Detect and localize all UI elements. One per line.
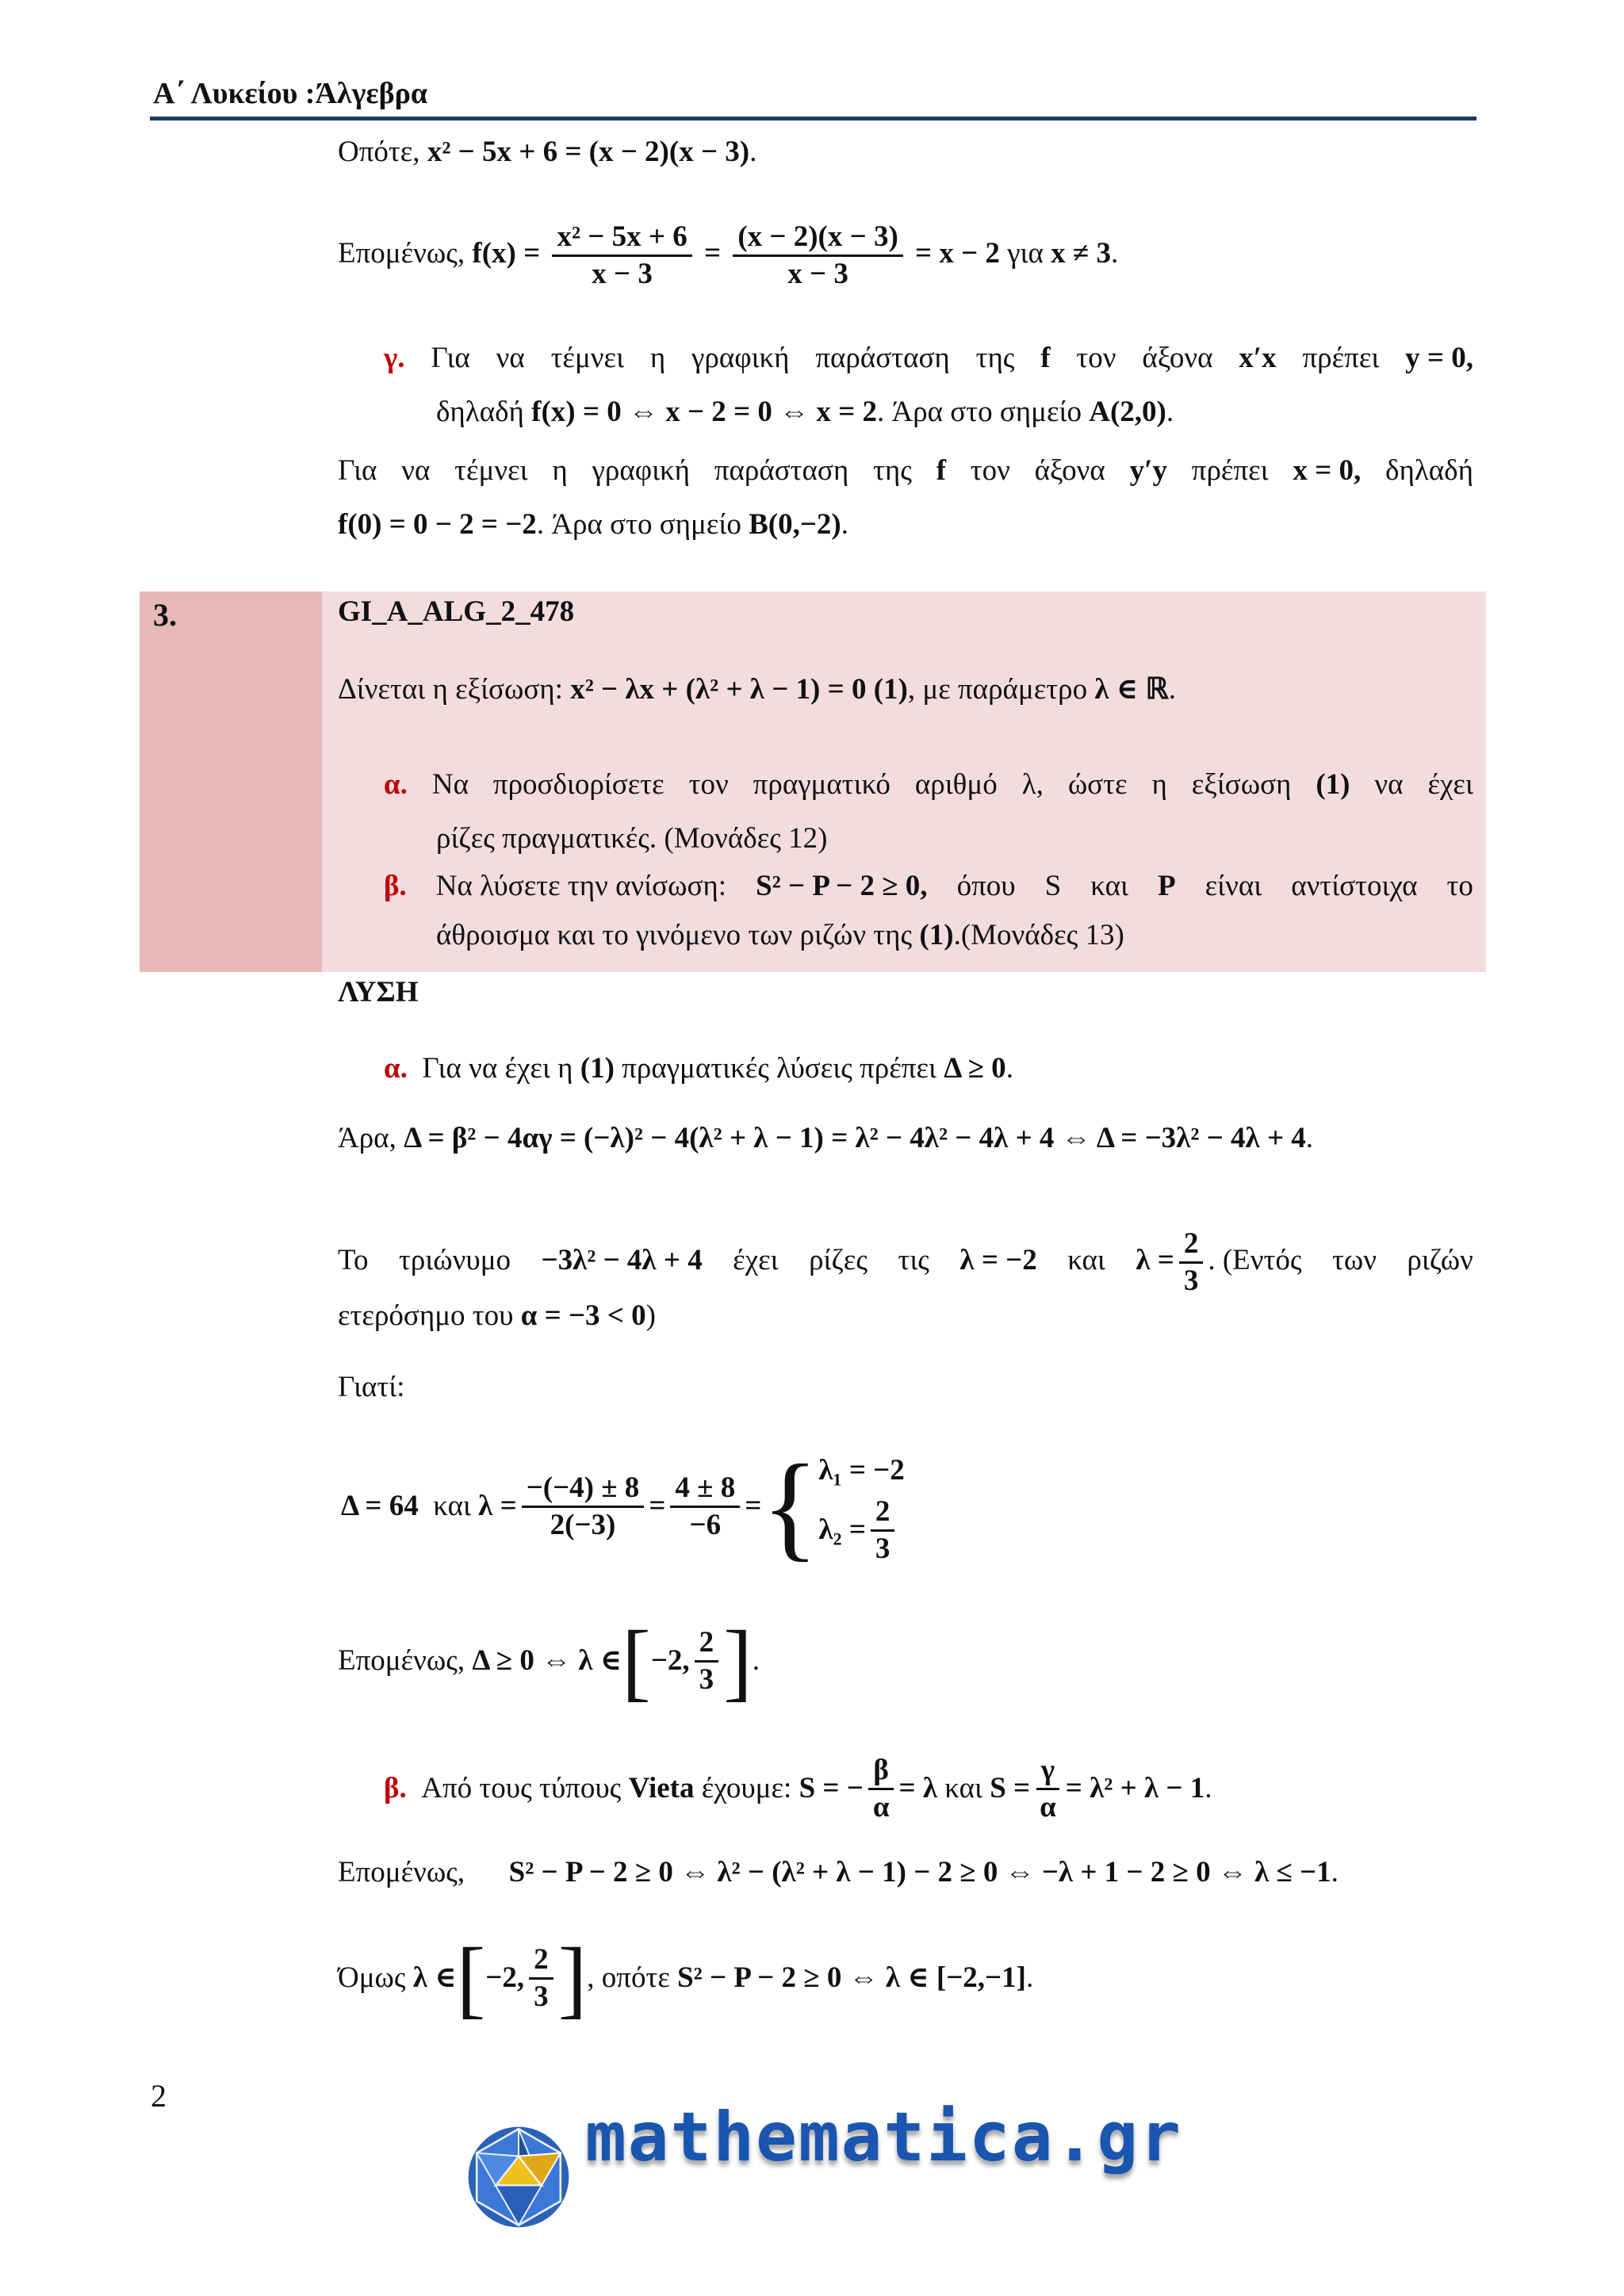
text: . (Εντός [1208,1244,1302,1276]
word: δηλαδή [1385,454,1473,487]
word: εξίσωση [1191,768,1292,801]
numerator: β [868,1753,894,1790]
fraction [522,1471,645,1543]
math: S² − P − 2 ≥ 0, [756,870,928,902]
part-label: γ. [384,342,405,374]
text: έχουμε: [701,1772,792,1804]
math: f(0) = 0 − 2 = −2 [338,508,537,541]
equation-ref: (1) [1316,768,1350,801]
fraction [733,220,902,292]
part-label: α. [384,768,408,801]
word: έχει [733,1244,779,1276]
word: τον [970,454,1010,487]
numerator: 2 [529,1942,553,1980]
numerator: 2 [1179,1226,1204,1264]
trinomial-line [338,1221,1473,1300]
word: Το [338,1244,369,1276]
right-bracket: ] [723,1613,753,1709]
math: P [1157,870,1176,902]
roots-list [818,1447,904,1567]
part-g-line-1 [384,339,1473,377]
word: το [1446,870,1473,902]
equation-ref: (1) [580,1052,615,1085]
word: παράσταση [714,454,849,487]
exercise-code: GI_A_ALG_2_478 [338,595,575,628]
root-2: λ₂ = [818,1513,866,1546]
part-label: β. [384,1772,407,1804]
text: άθροισμα και το γινόμενο των ριζών της [436,919,913,951]
numerator: −(−4) ± 8 [522,1471,645,1508]
word: άξονα [1142,342,1213,374]
equation-ref: (1) [873,673,908,706]
numerator: (x − 2)(x − 3) [733,220,902,257]
math: S = [990,1772,1031,1804]
solution-title: ΛΥΣΗ [338,976,419,1008]
part-label: β. [384,870,407,902]
math: x² − λx + (λ² + λ − 1) = 0 [570,673,867,706]
word: και [1090,870,1128,902]
denominator: x − 3 [787,258,848,291]
word: η [552,454,568,487]
math: x = 0, [1293,454,1362,487]
page-header-title: Α΄ Λυκείου :Άλγεβρα [153,77,428,110]
text: Επομένως, [338,237,465,270]
exercise-number-cell [140,591,322,972]
word: όπου [956,870,1016,902]
word: των [1331,1244,1377,1276]
word: Για [338,454,377,487]
denominator: α [872,1790,890,1823]
math: λ = −2 [959,1244,1037,1276]
word: τον [688,768,729,801]
numerator: 2 [871,1494,895,1532]
math: x′x [1239,342,1277,374]
word: τέμνει [550,342,625,374]
fraction [529,1942,553,2015]
denominator: α [1040,1790,1056,1823]
word: έχει [1427,768,1473,801]
vieta-line: β. Από τους τύπους Vieta έχουμε: S = − $\frac{\beta}{\alpha}$ = λ και S = $\frac{\gamma}{\alpha}$ = λ² + λ − 1 . [384,1749,1212,1828]
solution-a-line-1: α. Για να έχει η (1) πραγματικές λύσεις πρέπει Δ ≥ 0. [384,1052,1013,1085]
math: −2, [485,1961,525,1994]
word: η [1151,768,1167,801]
f-simplification-line: Επομένως, f(x) = $\frac{\text{x² − 5x + 6}}{x - 3}$ = $\frac{(x - 2)(x - 3)}{x - 3}$ = x − 2 για x ≠ 3. [338,220,1119,291]
math: B(0,−2) [749,508,841,541]
text: .(Μονάδες 13) [953,919,1124,951]
math: α = −3 < 0 [520,1299,646,1332]
word: πρέπει [1302,342,1380,374]
word: και [1067,1244,1105,1276]
exercise-part-b-line-2 [436,916,1124,955]
word: ρίζες [809,1244,868,1276]
text: , οπότε [587,1961,670,1994]
exercise-part-b-line-1 [384,867,1473,905]
exercise-part-a-line-1 [384,766,1473,804]
math: λ = [1136,1244,1174,1276]
math: Δ ≥ 0 ⇔ λ ∈ [472,1644,622,1677]
text: Επομένως, [338,1856,465,1888]
left-brace: { [761,1441,819,1572]
sign-note-line [338,1297,656,1335]
math: x² − 5x + 6 = (x − 2)(x − 3) [427,136,750,168]
word: αντίστοιχα [1291,870,1418,902]
word: γραφική [691,342,790,374]
fraction [695,1625,719,1697]
math: f [936,454,946,487]
math: y = 0, [1405,342,1473,374]
inequality-line: Επομένως, S² − P − 2 ≥ 0 ⇔ λ² − (λ² + λ − 1) − 2 ≥ 0 ⇔ −λ + 1 − 2 ≥ 0 ⇔ λ ≤ −1. [338,1856,1339,1888]
word: λ, [1021,768,1044,801]
fraction [1035,1753,1061,1825]
math: −3λ² − 4λ + 4 [541,1244,703,1276]
math: S = − [799,1772,864,1804]
left-bracket: [ [622,1613,651,1709]
text: Οπότε, [338,136,420,168]
text: Vieta [628,1772,695,1804]
math: A(2,0) [1089,396,1166,428]
math: λ ∈ [412,1961,457,1994]
word: πρέπει [1191,454,1269,487]
denominator: 3 [875,1532,891,1565]
numerator: 4 ± 8 [670,1471,740,1508]
final-answer-line: Όμως λ ∈ [ −2, $\frac{2}{3}$ ] , οπότε S² − P − 2 ≥ 0 ⇔ λ ∈ [−2,−1] . [338,1930,1034,2026]
exercise-number: 3. [153,597,177,633]
page-number: 2 [151,2078,167,2114]
denominator: −6 [689,1508,722,1541]
word: τις [898,1244,929,1276]
word: ριζών [1407,1244,1473,1276]
text: πραγματικές λύσεις πρέπει [622,1052,936,1085]
math: Δ = β² − 4αγ = (−λ)² − 4(λ² + λ − 1) = λ² − 4λ² − 4λ + 4 ⇔ Δ = −3λ² − 4λ + 4 [404,1122,1306,1154]
word: γραφική [592,454,691,487]
math: = λ [898,1772,938,1804]
fraction [1179,1226,1204,1299]
word: της [975,342,1015,374]
word: άξονα [1034,454,1105,487]
math: −2, [650,1644,690,1677]
word: προσδιορίσετε [492,768,665,801]
text: Να λύσετε την ανίσωση: [435,870,727,902]
math: = x − 2 [915,237,1000,270]
text: Όμως [338,1961,406,1994]
text: Από τους τύπους [421,1772,622,1804]
text: ετερόσημο του [338,1299,514,1332]
word: να [1374,768,1404,801]
y-axis-line-1 [338,452,1473,490]
text: και [944,1772,982,1804]
interval-line: Επομένως, Δ ≥ 0 ⇔ λ ∈ [ −2, $\frac{2}{3}$ ] . [338,1613,760,1709]
text: . Άρα στο σημείο [876,396,1082,428]
word: S [1044,870,1062,902]
roots-computation: Δ = 64 και λ = $\frac{-(-4) \pm 8}{2(-3)}$ = $\frac{4 \pm 8}{-6}$ = { λ₁ = −2 λ₂ = $\frac{2}{3}$ [341,1435,905,1578]
word: αριθμό [914,768,998,801]
word: πραγματικό [753,768,891,801]
text: Επομένως, [338,1644,465,1677]
word: της [873,454,912,487]
text: για [1007,237,1044,270]
root-1: λ₁ = −2 [818,1453,905,1487]
factorization-line: Οπότε, x² − 5x + 6 = (x − 2)(x − 3). [338,136,757,168]
numerator: x² − 5x + 6 [552,220,691,257]
denominator: x − 3 [592,258,653,291]
given-equation-line: Δίνεται η εξίσωση: x² − λx + (λ² + λ − 1) = 0 (1), με παράμετρο λ ∈ ℝ. [338,673,1176,706]
math: S² − P − 2 ≥ 0 ⇔ λ² − (λ² + λ − 1) − 2 ≥ 0 ⇔ −λ + 1 − 2 ≥ 0 ⇔ λ ≤ −1 [508,1856,1331,1888]
math: f [1040,342,1051,374]
fraction [552,220,691,292]
denominator: 2(−3) [550,1508,616,1541]
right-bracket: ] [557,1930,588,2026]
word: τον [1076,342,1116,374]
word: να [401,454,431,487]
denominator: 3 [534,1980,549,2013]
denominator: 3 [1183,1265,1199,1298]
math: y′y [1129,454,1167,487]
left-bracket: [ [456,1930,486,2026]
text: , με παράμετρο [907,673,1088,706]
math: = λ² + λ − 1 [1065,1772,1205,1804]
fraction [868,1753,894,1825]
math: λ = [478,1490,517,1522]
part-label: α. [384,1052,408,1085]
denominator: 3 [699,1663,714,1696]
equation-ref: (1) [919,919,954,951]
text: Δίνεται η εξίσωση: [338,673,563,706]
part-g-line-2: δηλαδή f(x) = 0 ⇔ x − 2 = 0 ⇔ x = 2. Άρα στο σημείο A(2,0). [436,396,1174,428]
exercise-part-a-line-2: ρίζες πραγματικές. (Μονάδες 12) [436,822,828,855]
text: ) [645,1299,656,1332]
text: δηλαδή [436,396,524,428]
math: f(x) = [472,237,541,270]
text: και [433,1490,471,1522]
math: Δ ≥ 0 [944,1052,1006,1085]
icosahedron-logo-icon [466,2125,571,2229]
word: τέμνει [454,454,528,487]
text: Άρα, [338,1122,396,1154]
numerator: 2 [695,1625,719,1663]
why-label: Γιατί: [338,1371,405,1403]
word: Να [431,768,469,801]
word: είναι [1205,870,1262,902]
text: Για να έχει η [422,1052,573,1085]
fraction [871,1494,895,1567]
word: να [496,342,525,374]
site-logo-text[interactable]: mathematica.gr [585,2098,1182,2177]
fraction [670,1471,740,1543]
header-rule [150,117,1477,121]
y-axis-line-2: f(0) = 0 − 2 = −2. Άρα στο σημείο B(0,−2). [338,508,848,541]
math: f(x) = 0 ⇔ x − 2 = 0 ⇔ x = 2 [531,396,877,428]
word: ώστε [1067,768,1128,801]
word: Για [431,342,470,374]
math: S² − P − 2 ≥ 0 ⇔ λ ∈ [−2,−1] [677,1961,1026,1994]
word: παράσταση [815,342,950,374]
numerator: γ [1036,1753,1059,1790]
word: τριώνυμο [399,1244,511,1276]
math: λ ∈ ℝ [1094,673,1169,706]
text: . Άρα στο σημείο [536,508,741,541]
discriminant-line: Άρα, Δ = β² − 4αγ = (−λ)² − 4(λ² + λ − 1) = λ² − 4λ² − 4λ + 4 ⇔ Δ = −3λ² − 4λ + 4. [338,1122,1314,1154]
word: η [649,342,666,374]
math: Δ = 64 [341,1490,419,1522]
math: x ≠ 3 [1051,237,1111,270]
